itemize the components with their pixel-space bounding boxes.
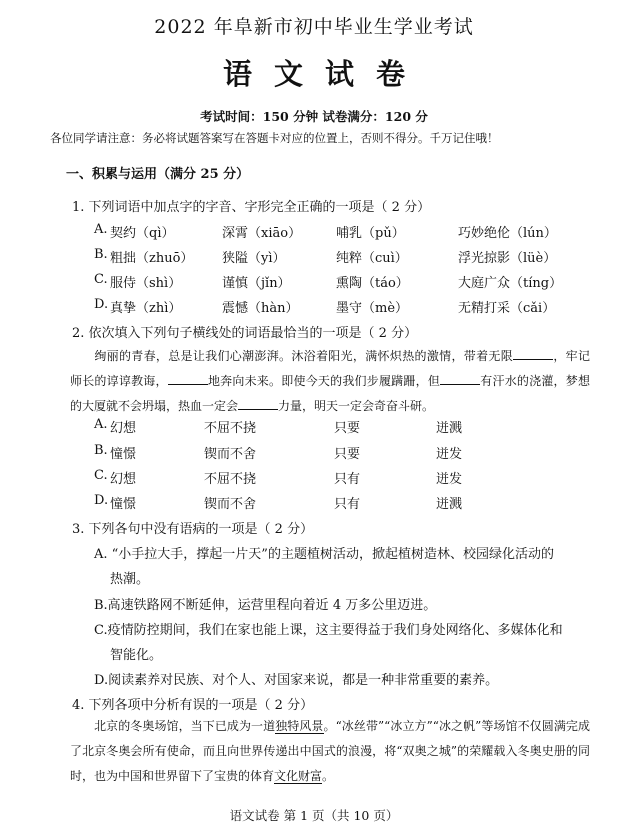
option-letter: D.: [94, 297, 109, 312]
underlined-phrase: 独特风景: [275, 719, 324, 733]
question-3-stem: 3. 下列各句中没有语病的一项是（ 2 分）: [72, 522, 314, 537]
option-word: 迸溅: [436, 421, 463, 436]
passage-text: 北京的冬奥场馆，当下已成为一道: [94, 719, 276, 733]
option-word: 无精打采（cǎi）: [458, 301, 556, 316]
fill-blank: [513, 347, 553, 360]
subject-title: 语文试卷: [222, 57, 427, 91]
option-word: 只要: [334, 447, 361, 462]
q3-option-a: A. “小手拉大手，撑起一片天”的主题植树活动，掀起植树造林、校园绿化活动的: [94, 547, 554, 562]
exam-meta: 考试时间：150 分钟 试卷满分：120 分: [200, 109, 428, 124]
q3-option-d: D.阅读素养对民族、对个人、对国家来说，都是一种非常重要的素养。: [94, 673, 499, 688]
option-letter: A.: [94, 417, 108, 432]
fill-blank: [168, 372, 208, 385]
option-word: 幻想: [110, 421, 137, 436]
passage-text: 有汗水的浇灌，梦想的大厦就不会坍塌，热血一定会: [70, 374, 590, 413]
option-word: 大庭广众（tíng）: [458, 276, 563, 291]
option-word: 震憾（hàn）: [222, 301, 299, 316]
passage-text: 之城”的荣耀载入冬奥史册的同时，也为中国和世界留下了宝贵的体育: [70, 744, 590, 783]
passage-text: ，牢记师长的谆谆教诲，: [70, 349, 590, 388]
fill-blank: [238, 397, 278, 410]
passage-text: 。: [322, 769, 335, 783]
option-word: 纯粹（cuì）: [336, 251, 408, 266]
option-word: 迸发: [436, 472, 463, 487]
option-word: 谨慎（jǐn）: [222, 276, 291, 291]
option-word: 哺乳（pǔ）: [336, 226, 405, 241]
question-1-stem: 1. 下列词语中加点字的字音、字形完全正确的一项是（ 2 分）: [72, 200, 431, 215]
option-word: 熏陶（táo）: [336, 276, 409, 291]
option-word: 只要: [334, 421, 361, 436]
option-word: 不屈不挠: [204, 472, 257, 487]
option-word: 憧憬: [110, 497, 137, 512]
option-word: 粗拙（zhuō）: [110, 251, 194, 266]
option-letter: D.: [94, 493, 109, 508]
page-footer: 语文试卷 第 1 页（共 10 页）: [229, 808, 399, 823]
option-word: 锲而不舍: [204, 497, 257, 512]
option-word: 深霄（xiāo）: [222, 226, 302, 241]
q3-option-b: B.高速铁路网不断延伸，运营里程向着近 4 万多公里迈进。: [94, 598, 437, 613]
option-word: 只有: [334, 472, 361, 487]
exam-notice: 各位同学请注意：务必将试题答案写在答题卡对应的位置上，否则不得分。千万记住哦！: [50, 131, 499, 145]
option-word: 巧妙绝伦（lún）: [458, 226, 557, 241]
passage-text: 力量，明天一定会奇奋斗研。: [278, 399, 435, 413]
question-4-stem: 4. 下列各项中分析有误的一项是（ 2 分）: [72, 698, 314, 713]
passage-text: 绚丽的青春，总是让我们心潮澎湃。沐浴着阳光，满怀炽热的激情，带着无限: [94, 349, 514, 363]
option-word: 狭隘（yì）: [222, 251, 286, 266]
option-word: 憧憬: [110, 447, 137, 462]
option-word: 真挚（zhì）: [110, 301, 182, 316]
passage-text: 场馆不仅圆满完成了北京冬奥会所有使命，而且向世界传递出中国式的浪漫，将“双奥: [70, 719, 590, 758]
option-letter: B.: [94, 247, 108, 262]
underlined-phrase: 文化财富: [274, 769, 323, 783]
question-2-passage: [70, 344, 590, 419]
option-word: 幻想: [110, 472, 137, 487]
option-word: 锲而不舍: [204, 447, 257, 462]
q3-option-c-cont: 智能化。: [110, 648, 163, 663]
fill-blank: [440, 372, 480, 385]
option-word: 浮光掠影（lüè）: [458, 251, 557, 266]
option-letter: C.: [94, 272, 108, 287]
q3-option-c: C.疫情防控期间，我们在家也能上课，这主要得益于我们身处网络化、多媒体化和: [94, 623, 563, 638]
option-letter: B.: [94, 443, 108, 458]
option-word: 契约（qì）: [110, 226, 175, 241]
section-heading: 一、积累与运用（满分 25 分）: [66, 167, 250, 182]
question-2-stem: 2. 依次填入下列句子横线处的词语最恰当的一项是（ 2 分）: [72, 326, 418, 341]
option-letter: A.: [94, 222, 108, 237]
exam-title: 2022 年阜新市初中毕业生学业考试: [154, 16, 474, 38]
q3-option-a-cont: 热潮。: [110, 572, 150, 587]
option-word: 迸溅: [436, 497, 463, 512]
option-word: 墨守（mè）: [336, 301, 409, 316]
passage-text: 。“冰丝带”“冰立方”“冰之帆”等: [323, 719, 494, 733]
option-letter: C.: [94, 468, 108, 483]
option-word: 迸发: [436, 447, 463, 462]
option-word: 只有: [334, 497, 361, 512]
passage-text: 地奔向未来。即使今天的我们步履蹒跚，但: [207, 374, 441, 388]
question-4-passage: [70, 714, 590, 789]
option-word: 服侍（shì）: [110, 276, 182, 291]
option-word: 不屈不挠: [204, 421, 257, 436]
